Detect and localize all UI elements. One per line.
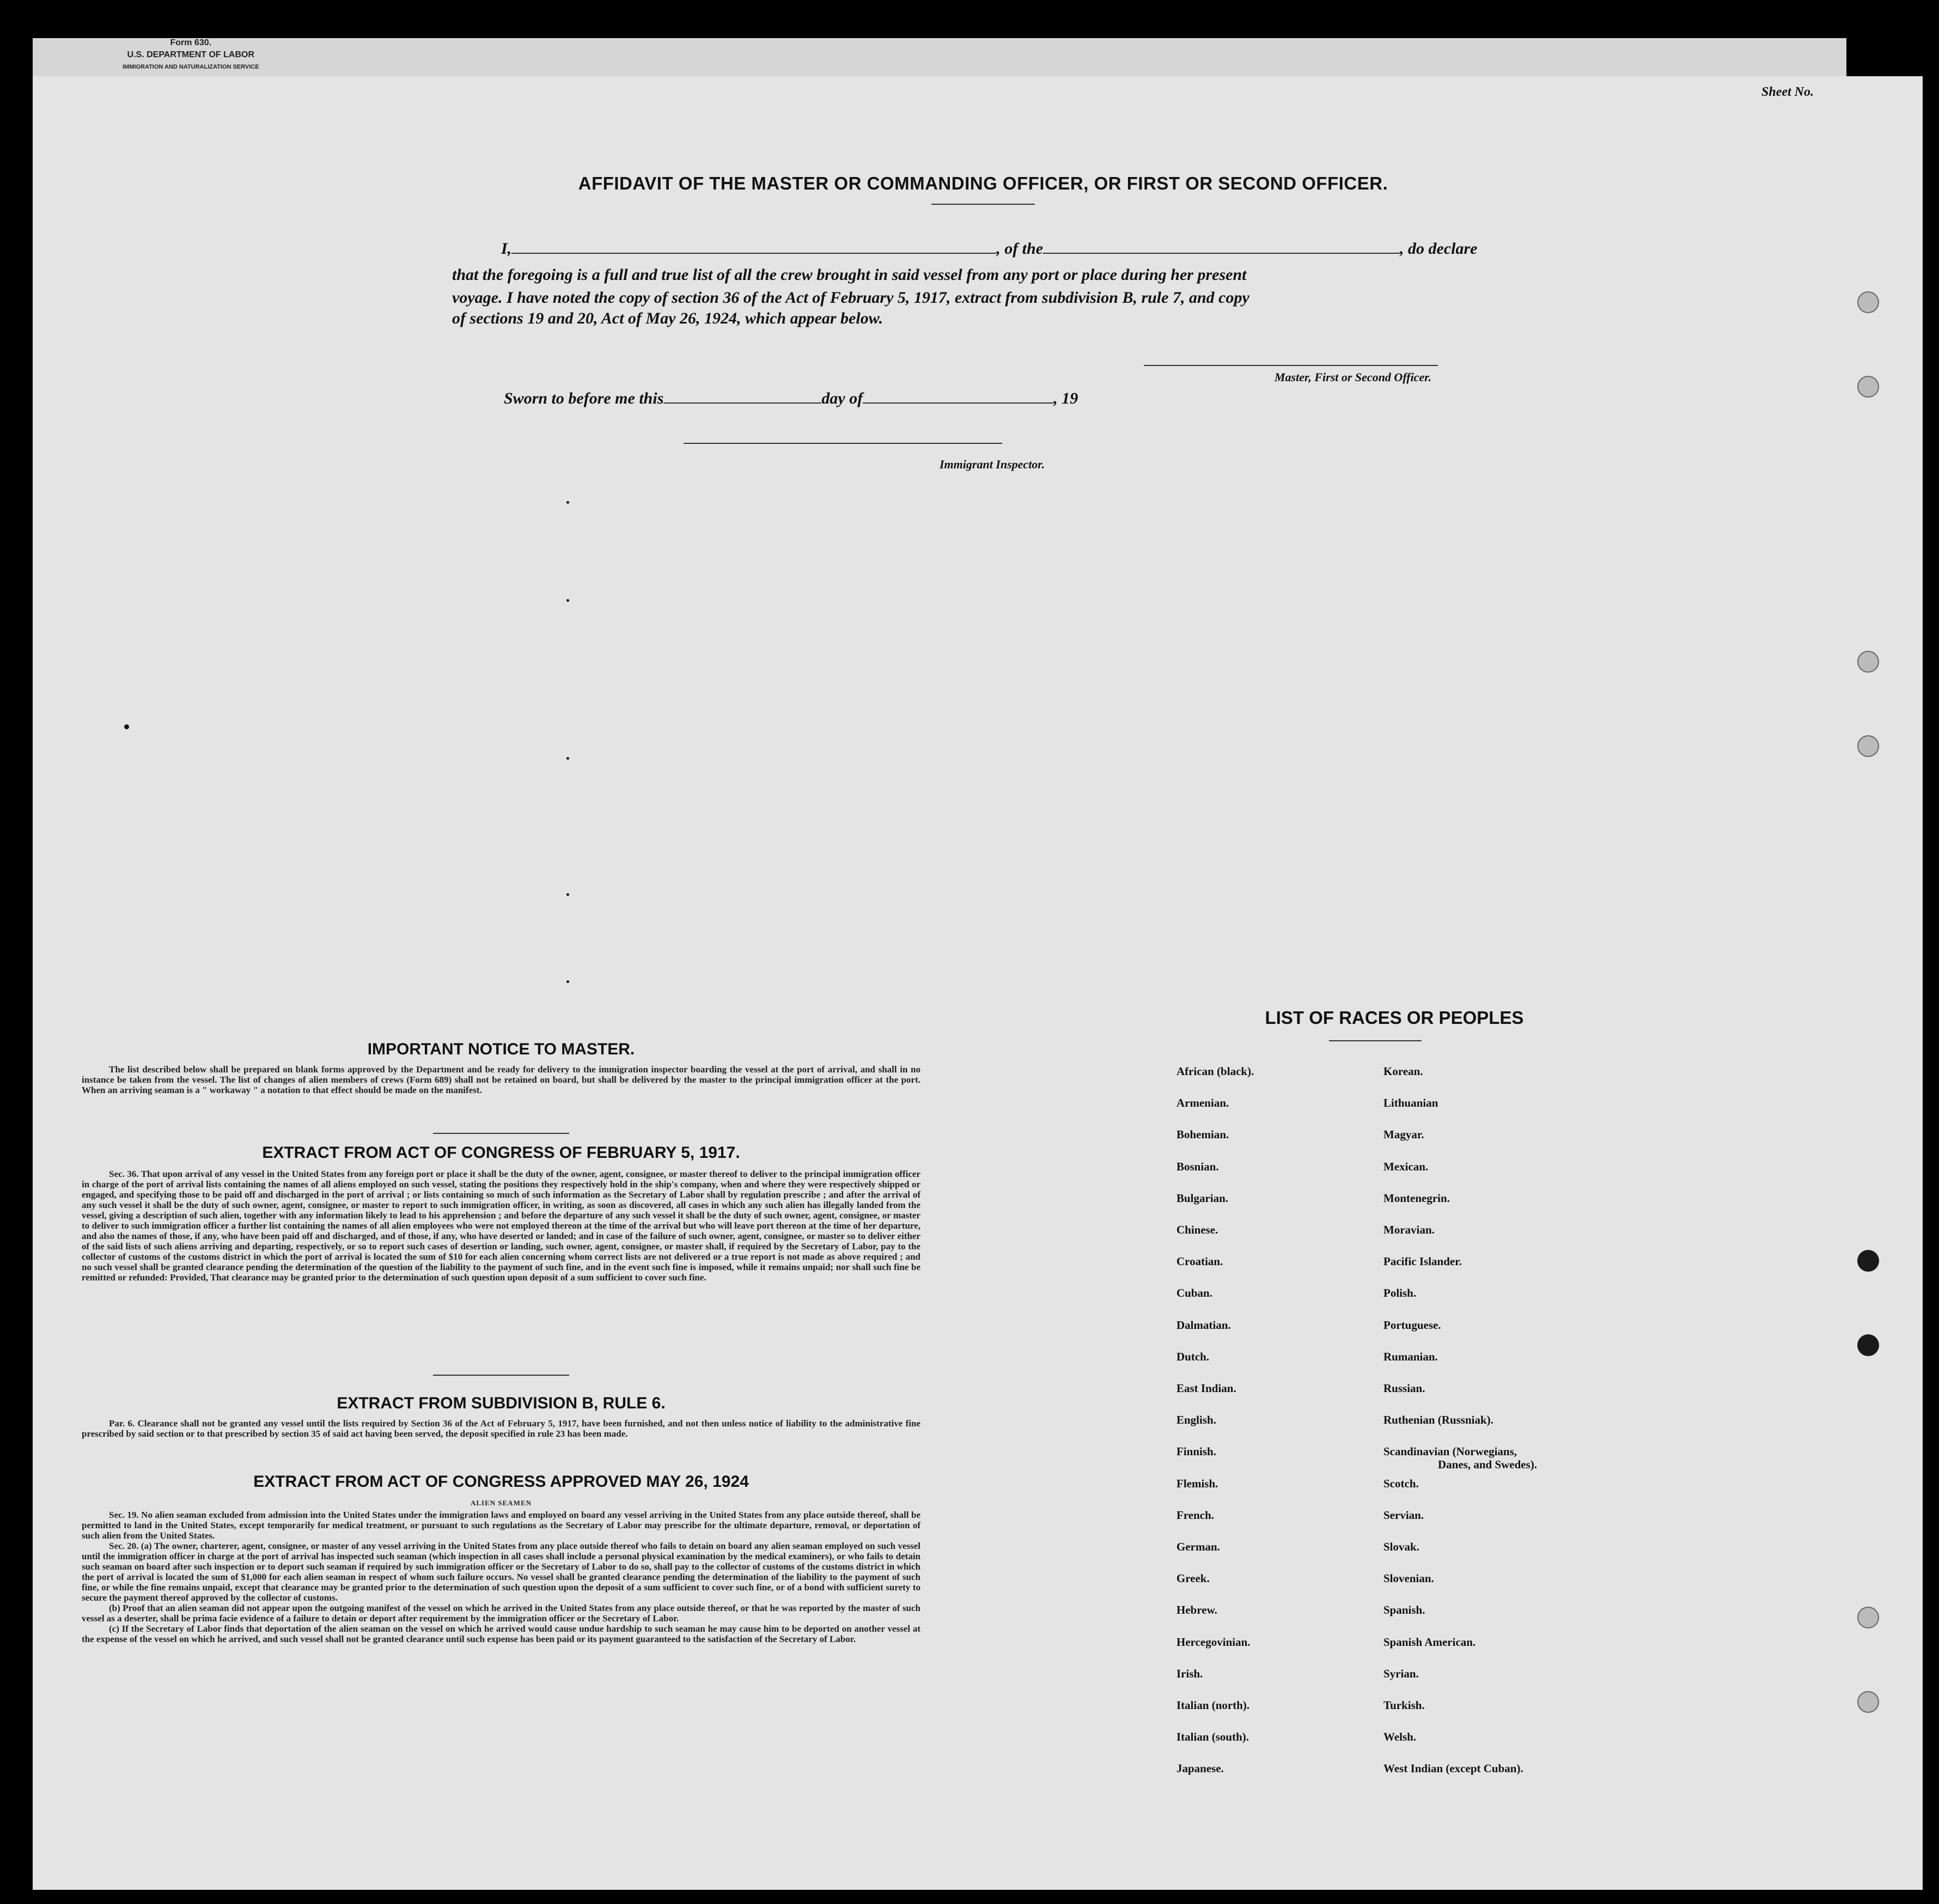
sworn-line xyxy=(504,389,1078,408)
sworn-label: Sworn to before me this xyxy=(504,389,664,407)
race-item: Scotch. xyxy=(1383,1476,1419,1490)
affidavit-body-3: of sections 19 and 20, Act of May 26, 1924, which appear below. xyxy=(452,309,883,327)
race-item: Syrian. xyxy=(1383,1667,1419,1680)
race-item: Pacific Islander. xyxy=(1383,1255,1462,1268)
extract-1924-text xyxy=(82,1510,920,1644)
ink-mark xyxy=(566,599,569,602)
binder-hole xyxy=(1857,291,1879,313)
race-item: Italian (south). xyxy=(1176,1730,1249,1744)
race-item: Cuban. xyxy=(1176,1286,1212,1300)
race-item: Scandinavian (Norwegians, xyxy=(1383,1445,1517,1458)
form-number: Form 630. xyxy=(170,38,212,47)
race-item: Bulgarian. xyxy=(1176,1191,1229,1205)
race-item: Polish. xyxy=(1383,1286,1417,1300)
race-item: German. xyxy=(1176,1540,1220,1553)
race-item: Armenian. xyxy=(1176,1096,1229,1110)
affidavit-title: AFFIDAVIT OF THE MASTER OR COMMANDING OFFICER, OR FIRST OR SECOND OFFICER. xyxy=(578,173,1388,193)
binder-hole xyxy=(1857,651,1879,673)
race-item: Lithuanian xyxy=(1383,1096,1438,1110)
race-item: Chinese. xyxy=(1176,1223,1218,1236)
binder-hole xyxy=(1857,1334,1879,1356)
race-item: Turkish. xyxy=(1383,1699,1425,1712)
race-item: Irish. xyxy=(1176,1667,1203,1680)
races-title: LIST OF RACES OR PEOPLES xyxy=(1265,1008,1524,1028)
race-item: Spanish. xyxy=(1383,1603,1425,1617)
race-item: Ruthenian (Russniak). xyxy=(1383,1413,1493,1427)
sheet-number-label: Sheet No. xyxy=(1761,85,1814,99)
race-item: Finnish. xyxy=(1176,1445,1216,1458)
binder-hole xyxy=(1857,1607,1879,1628)
binder-hole xyxy=(1857,1250,1879,1272)
section-36-paragraph: Sec. 36. That upon arrival of any vessel in the United States from any foreign port or place it shall be the duty of the owner, agent, consignee, or master thereof to deliver to the principal immigration officer in charge of the port of arrival lists containing the names of all aliens employed on such vessel, stating the positions they respectively hold in the ship's company, when and where they were respectively shipped or engaged, and specifying those to be paid off and discharged in the port of arrival ; or lists containing so much of such information as the Secretary of Labor shall by regulation prescribe ; and after the arrival of any such vessel it shall be the duty of such owner, agent, consignee, or master to report to such immigration officer, in writing, as soon as discovered, all cases in which any such alien has illegally landed from the vessel, giving a description of such alien, together with any information likely to lead to his apprehension ; and before the departure of any such vessel it shall be the duty of such owner, agent, consignee, or master to deliver to such immigration officer a further list containing the names of all alien employees who were not employed thereon at the time of the arrival but who will leave port thereon at the time of her departure, and also the names of those, if any, who have been paid off and discharged, and of those, if any, who have deserted or landed; and in case of the failure of such owner, agent, consignee, or master so to deliver either of the said lists of such aliens arriving and departing, respectively, or so to report such cases of desertion or landing, such owner, agent, consignee, or master shall, if required by the Secretary of Labor, pay to the collector of customs of the customs district in which the port of arrival is located the sum of $10 for each alien concerning whom correct lists are not delivered or a true report is not made as above required ; and no such vessel shall be granted clearance pending the determination of the question of the liability to the payment of such fine, and in the event such fine is imposed, while it remains unpaid; nor shall such fine be remitted or refunded: Provided, That clearance may be granted prior to the determination of such question upon deposit of a sum sufficient to cover such fine. xyxy=(82,1169,920,1283)
par-6-paragraph: Par. 6. Clearance shall not be granted any vessel until the lists required by Section 36 of the Act of February 5, 1917, have been furnished, and not then unless notice of liability to the administrative fine prescribed by said section or to that prescribed by section 35 of said act having been served, the deposit specified in rule 23 has been made. xyxy=(82,1418,920,1439)
master-signature-line[interactable] xyxy=(1144,365,1438,366)
notice-title: IMPORTANT NOTICE TO MASTER. xyxy=(367,1040,635,1058)
race-item: Welsh. xyxy=(1383,1730,1417,1744)
race-item: Mexican. xyxy=(1383,1160,1429,1173)
race-item: Slovenian. xyxy=(1383,1572,1434,1585)
races-title-rule xyxy=(1329,1040,1422,1041)
binder-hole xyxy=(1857,376,1879,398)
top-sheet-edge xyxy=(33,38,1846,76)
section-rule xyxy=(433,1375,569,1376)
race-item: West Indian (except Cuban). xyxy=(1383,1762,1523,1775)
sec-19-paragraph: Sec. 19. No alien seaman excluded from admission into the United States under the immigration laws and employed on board any vessel arriving in the United States from any place outside thereof, shall be permitted to land in the United States, except temporarily for medical treatment, or pursuant to such regulations as the Secretary of Labor may prescribe for the ultimate departure, removal, or deportation of such alien from the United States. xyxy=(82,1510,920,1541)
race-item: Flemish. xyxy=(1176,1476,1218,1490)
race-item: Russian. xyxy=(1383,1382,1425,1395)
extract-1917-title: EXTRACT FROM ACT OF CONGRESS OF FEBRUARY 5, 1917. xyxy=(262,1144,740,1162)
race-item: Bohemian. xyxy=(1176,1128,1229,1142)
race-item: Italian (north). xyxy=(1176,1699,1250,1712)
vessel-blank[interactable] xyxy=(1043,240,1400,254)
inspector-signature-line[interactable] xyxy=(684,443,1002,444)
race-item: Magyar. xyxy=(1383,1128,1424,1142)
of-the-label: , of the xyxy=(996,240,1044,258)
ink-mark xyxy=(566,980,569,983)
sec-20b-paragraph: (b) Proof that an alien seaman did not appear upon the outgoing manifest of the vessel on which he arrived in the United States from any place outside thereof, or that he was reported by the master of such vessel as a deserter, shall be prima facie evidence of a failure to detain or deport after requirement by the immigration officer or the Secretary of Labor. xyxy=(82,1603,920,1624)
race-item: English. xyxy=(1176,1413,1216,1427)
section-rule xyxy=(433,1133,569,1134)
race-item: Dutch. xyxy=(1176,1350,1210,1363)
department-name: U.S. DEPARTMENT OF LABOR xyxy=(127,50,255,59)
sec-20a-paragraph: Sec. 20. (a) The owner, charterer, agent, consignee, or master of any vessel arriving in the United States from any place outside thereof who fails to detain on board any alien seaman employed on such vessel until the immigration officer in charge at the port of arrival has inspected such seaman (which inspection in all cases shall include a personal physical examination by the medical examiners), or who fails to detain such seaman on board after such inspection or to deport such seaman if required by such immigration officer or the Secretary of Labor to do so, shall pay to the collector of customs of the customs district in which the port of arrival is located the sum of $1,000 for each alien seaman in respect of whom such failure occurs. No vessel shall be granted clearance pending the determination of the liability to the payment of such fine, or while the fine remains unpaid, except that clearance may be granted prior to the determination of such question upon the deposit of a sum sufficient to cover such fine, or of a bond with sufficient surety to secure the payment thereof approved by the collector of customs. xyxy=(82,1541,920,1603)
rule-6-text xyxy=(82,1418,920,1439)
ink-mark xyxy=(566,893,569,896)
race-item: Dalmatian. xyxy=(1176,1318,1231,1332)
race-item: Bosnian. xyxy=(1176,1160,1219,1173)
race-item: Hercegovinian. xyxy=(1176,1635,1251,1649)
do-declare-label: , do declare xyxy=(1400,240,1478,258)
race-item: Slovak. xyxy=(1383,1540,1419,1553)
day-of-label: day of xyxy=(821,389,863,407)
affidavit-body-2: voyage. I have noted the copy of section 36 of the Act of February 5, 1917, extract from subdivision B, rule 7, and copy xyxy=(452,289,1249,307)
alien-seamen-subtitle: ALIEN SEAMEN xyxy=(470,1499,532,1507)
month-blank[interactable] xyxy=(863,389,1053,404)
race-item: Moravian. xyxy=(1383,1223,1435,1236)
race-item: Rumanian. xyxy=(1383,1350,1438,1363)
race-item: Korean. xyxy=(1383,1065,1423,1078)
race-item: Servian. xyxy=(1383,1508,1424,1522)
day-blank[interactable] xyxy=(663,389,821,404)
ink-mark xyxy=(566,757,569,760)
inspector-signature-label: Immigrant Inspector. xyxy=(940,457,1045,471)
extract-1924-title: EXTRACT FROM ACT OF CONGRESS APPROVED MAY 26, 1924 xyxy=(253,1473,749,1491)
notice-text xyxy=(82,1064,920,1095)
extract-1917-text xyxy=(82,1169,920,1283)
race-item: Greek. xyxy=(1176,1572,1210,1585)
ink-mark xyxy=(124,724,129,729)
ink-mark xyxy=(566,501,569,504)
race-item: Spanish American. xyxy=(1383,1635,1476,1649)
master-signature-label: Master, First or Second Officer. xyxy=(1275,370,1432,384)
race-item: East Indian. xyxy=(1176,1382,1236,1395)
race-item: Montenegrin. xyxy=(1383,1191,1450,1205)
race-item: African (black). xyxy=(1176,1065,1254,1078)
race-item: Japanese. xyxy=(1176,1762,1224,1775)
race-item: French. xyxy=(1176,1508,1215,1522)
title-rule xyxy=(931,204,1035,205)
race-item: Hebrew. xyxy=(1176,1603,1217,1617)
race-item: Portuguese. xyxy=(1383,1318,1441,1332)
notice-paragraph: The list described below shall be prepared on blank forms approved by the Department and be ready for delivery to the immigration inspector boarding the vessel at the port of arrival, and shall in no instance be taken from the vessel. The list of changes of alien members of crews (Form 689) shall not be retained on board, but shall be delivered by the master to the principal immigration officer at the port. When an arriving seaman is a " workaway " a notation to that effect should be made on the manifest. xyxy=(82,1064,920,1095)
service-name: IMMIGRATION AND NATURALIZATION SERVICE xyxy=(123,64,259,70)
binder-hole xyxy=(1857,1691,1879,1713)
form-identifier xyxy=(123,37,259,73)
declaration-line xyxy=(501,240,1477,258)
race-item-continuation: Danes, and Swedes). xyxy=(1438,1458,1538,1472)
sec-20c-paragraph: (c) If the Secretary of Labor finds that deportation of the alien seaman on the vessel on which he arrived would cause undue hardship to such seaman he may cause him to be deported on another vessel at the expense of the vessel on which he arrived, and such vessel shall not be granted clearance until such expense has been paid or its payment guaranteed to the satisfaction of the Secretary of Labor. xyxy=(82,1624,920,1644)
i-label: I, xyxy=(501,240,512,258)
affidavit-body-1: that the foregoing is a full and true list of all the crew brought in said vessel from any port or place during her present xyxy=(452,266,1247,284)
rule-6-title: EXTRACT FROM SUBDIVISION B, RULE 6. xyxy=(337,1394,666,1412)
race-item: Croatian. xyxy=(1176,1255,1223,1268)
binder-hole xyxy=(1857,735,1879,757)
year-label: , 19 xyxy=(1053,389,1078,407)
name-blank[interactable] xyxy=(511,240,996,254)
